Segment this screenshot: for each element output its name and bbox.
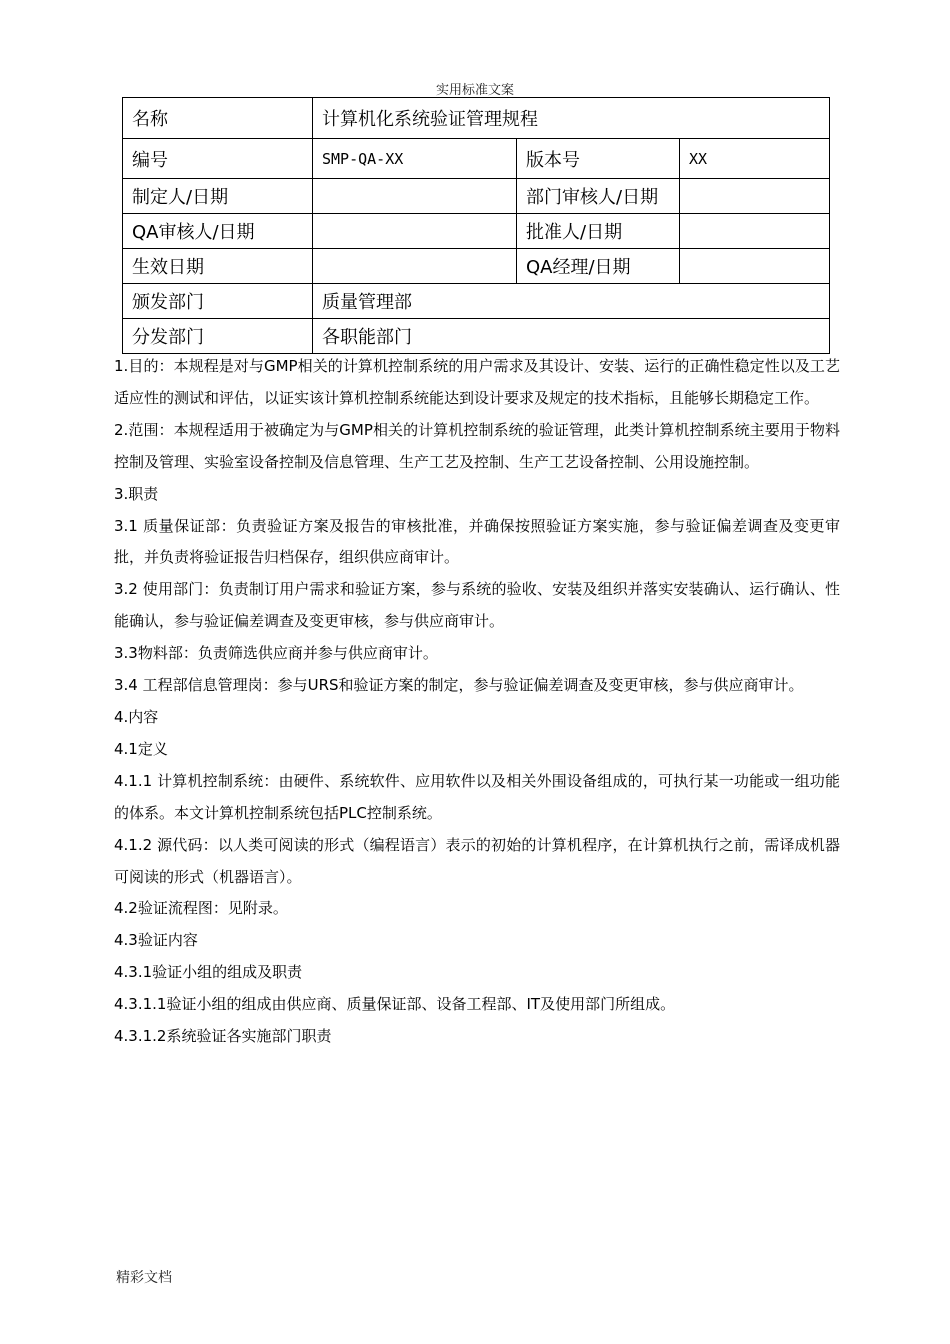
table-row xyxy=(123,319,830,354)
author-value xyxy=(313,179,517,214)
version-label: 版本号 xyxy=(517,139,680,179)
table-row xyxy=(123,98,830,139)
table-row xyxy=(123,249,830,284)
heading-content: 4.内容 xyxy=(114,707,159,726)
heading-responsibilities: 3.职责 xyxy=(114,484,159,503)
approver-value xyxy=(680,214,830,249)
paragraph-team-composition: 4.3.1.1验证小组的组成由供应商、质量保证部、设备工程部、IT及使用部门所组成。 xyxy=(114,995,676,1014)
document-info-table xyxy=(122,97,830,354)
code-value: SMP-QA-XX xyxy=(313,139,517,179)
table-row xyxy=(123,179,830,214)
name-label: 名称 xyxy=(123,98,313,139)
issue-dept-label: 颁发部门 xyxy=(123,284,313,319)
effective-date-value xyxy=(313,249,517,284)
effective-date-label: 生效日期 xyxy=(123,249,313,284)
paragraph-def-source-code: 4.1.2 源代码：以人类可阅读的形式（编程语言）表示的初始的计算机程序，在计算机执行之前，需译成机器可阅读的形式（机器语言）。 xyxy=(114,835,840,886)
heading-validation-content: 4.3验证内容 xyxy=(114,931,198,950)
paragraph-flowchart: 4.2验证流程图：见附录。 xyxy=(114,899,288,918)
paragraph-user-dept: 3.2 使用部门：负责制订用户需求和验证方案，参与系统的验收、安装及组织并落实安装确认、运行确认、性能确认，参与验证偏差调查及变更审核，参与供应商审计。 xyxy=(114,580,840,631)
heading-team: 4.3.1验证小组的组成及职责 xyxy=(114,963,303,982)
paragraph-def-computer-system: 4.1.1 计算机控制系统：由硬件、系统软件、应用软件以及相关外围设备组成的，可执行某一功能或一组功能的体系。本文计算机控制系统包括PLC控制系统。 xyxy=(114,771,840,822)
heading-dept-responsibilities: 4.3.1.2系统验证各实施部门职责 xyxy=(114,1027,332,1046)
table-row xyxy=(123,139,830,179)
version-value: XX xyxy=(680,139,830,179)
paragraph-purpose: 1.目的：本规程是对与GMP相关的计算机控制系统的用户需求及其设计、安装、运行的正确性稳定性以及工艺适应性的测试和评估，以证实该计算机控制系统能达到设计要求及规定的技术指标，且能够长期稳定工作。 xyxy=(114,357,840,407)
paragraph-scope: 2.范围：本规程适用于被确定为与GMP相关的计算机控制系统的验证管理，此类计算机控制系统主要用于物料控制及管理、实验室设备控制及信息管理、生产工艺及控制、生产工艺设备控制、公用设施控制。 xyxy=(114,420,840,471)
table-row xyxy=(123,214,830,249)
dept-review-label: 部门审核人/日期 xyxy=(517,179,680,214)
dist-dept-label: 分发部门 xyxy=(123,319,313,354)
page-header: 实用标准文案 xyxy=(435,83,514,98)
qa-manager-label: QA经理/日期 xyxy=(517,249,680,284)
dist-dept-value: 各职能部门 xyxy=(313,319,830,354)
name-value: 计算机化系统验证管理规程 xyxy=(313,98,830,139)
issue-dept-value: 质量管理部 xyxy=(313,284,830,319)
paragraph-engineering-it: 3.4 工程部信息管理岗：参与URS和验证方案的制定，参与验证偏差调查及变更审核，参与供应商审计。 xyxy=(114,676,804,695)
paragraph-qa-dept: 3.1 质量保证部：负责验证方案及报告的审核批准，并确保按照验证方案实施，参与验证偏差调查及变更审批，并负责将验证报告归档保存，组织供应商审计。 xyxy=(114,516,840,567)
heading-definitions: 4.1定义 xyxy=(114,739,168,758)
code-label: 编号 xyxy=(123,139,313,179)
page-footer: 精彩文档 xyxy=(116,1270,172,1286)
paragraph-material-dept: 3.3物料部：负责筛选供应商并参与供应商审计。 xyxy=(114,644,438,663)
document-body xyxy=(114,351,840,1053)
author-label: 制定人/日期 xyxy=(123,179,313,214)
qa-review-value xyxy=(313,214,517,249)
approver-label: 批准人/日期 xyxy=(517,214,680,249)
table-row xyxy=(123,284,830,319)
qa-manager-value xyxy=(680,249,830,284)
dept-review-value xyxy=(680,179,830,214)
qa-review-label: QA审核人/日期 xyxy=(123,214,313,249)
